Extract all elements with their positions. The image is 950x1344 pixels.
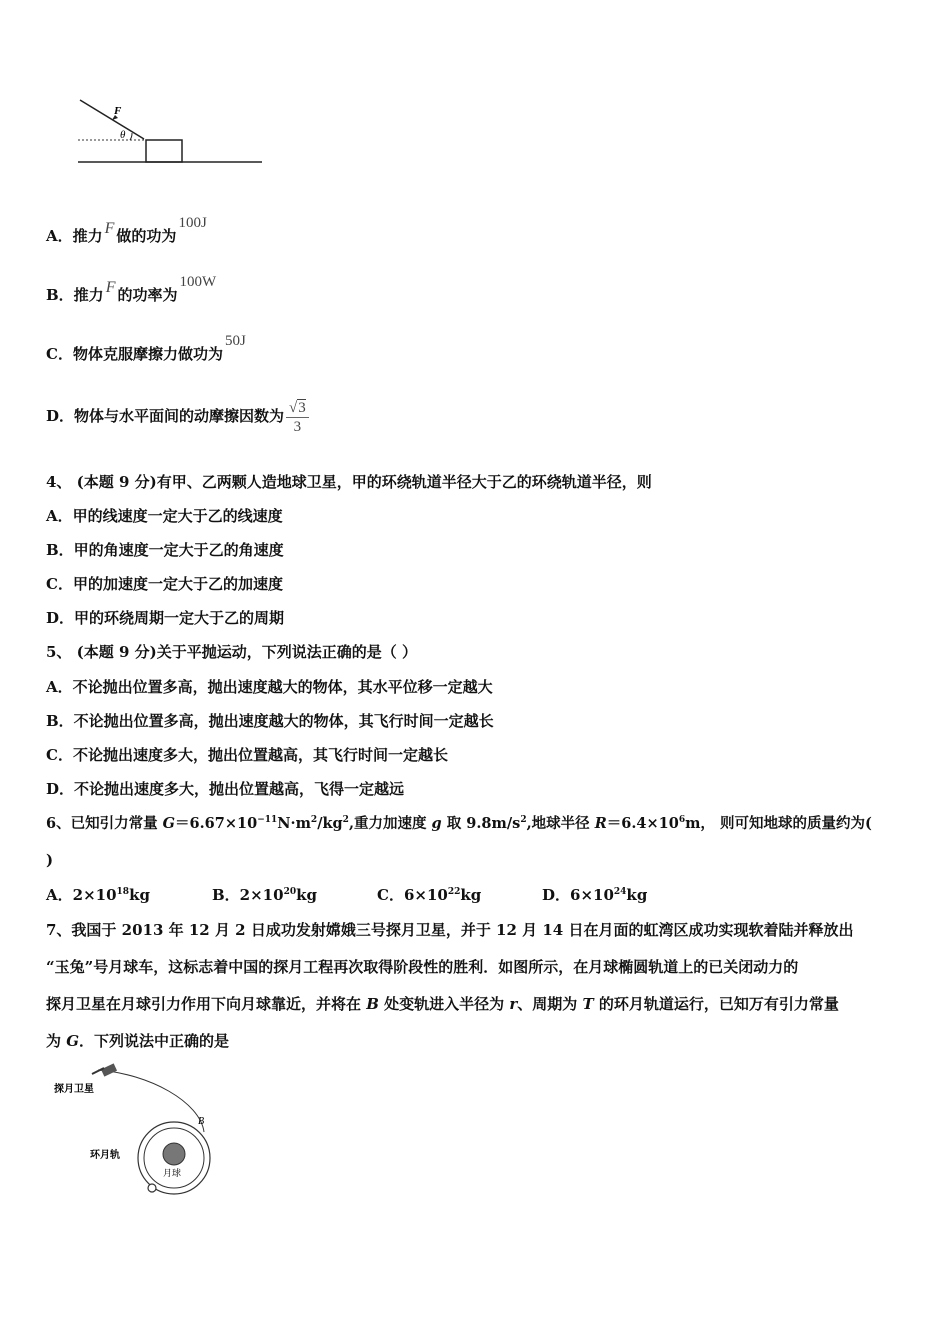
q6-a-pre: A．2×10 — [46, 886, 117, 904]
q6-acc-var: g — [431, 815, 442, 832]
q6-sq1: 2 — [310, 815, 318, 826]
option-d-fraction — [286, 399, 309, 436]
q7-l3f: T — [582, 995, 594, 1013]
q6-sq3: 2 — [520, 815, 527, 826]
q6-s6: 取 9.8m/s — [441, 815, 521, 832]
force-label: F — [114, 105, 122, 117]
q6-g-var: G — [162, 815, 176, 832]
q7-l4c: ．下列说法中正确的是 — [79, 1032, 230, 1050]
q6-s9: m， 则可知地球的质量约为( — [685, 815, 872, 832]
option-a-var: F — [104, 220, 115, 237]
q6-d-unit: kg — [626, 886, 648, 904]
radicand: 3 — [298, 399, 306, 416]
q7-l3e: 、周期为 — [517, 995, 583, 1013]
q5-option-d[interactable]: D．不论抛出速度多大，抛出位置越高，飞得一定越远 — [46, 780, 405, 798]
option-a-prefix: A．推力 — [46, 227, 103, 245]
q6-b-unit: kg — [296, 886, 317, 904]
q5-option-b[interactable]: B．不论抛出位置多高，抛出速度越大的物体，其飞行时间一定越长 — [46, 712, 494, 730]
q6-c-pre: C．6×10 — [377, 886, 448, 904]
option-b-prefix: B．推力 — [46, 286, 104, 304]
q4-option-c[interactable]: C．甲的加速度一定大于乙的加速度 — [46, 575, 283, 593]
elliptical-orbit — [98, 1070, 204, 1132]
option-b-value: 100W — [179, 274, 217, 290]
q6-d-exp: 24 — [613, 887, 627, 897]
option-b-mid: 的功率为 — [117, 286, 178, 304]
q5-stem: 5、 (本题 9 分)关于平抛运动，下列说法正确的是（ ） — [46, 643, 417, 661]
option-a-mid: 做的功为 — [116, 227, 177, 245]
moon-orbit-figure — [50, 1062, 230, 1202]
q7-l3c: 处变轨进入半径为 — [378, 995, 510, 1013]
q6-s4: /kg — [317, 815, 343, 832]
orbit-label: 环月轨 — [90, 1150, 120, 1161]
denominator: 3 — [293, 418, 302, 435]
q6-d-pre: D．6×10 — [542, 886, 614, 904]
satellite-icon — [92, 1063, 117, 1076]
q6-c-unit: kg — [460, 886, 482, 904]
q6-g-exp: −11 — [257, 815, 278, 826]
q6-option-b[interactable] — [212, 885, 317, 905]
q6-s2: ＝6.67×10 — [175, 815, 258, 832]
moon-label: 月球 — [163, 1169, 182, 1179]
q7-l3b: B — [366, 995, 379, 1013]
satellite-label: 探月卫星 — [54, 1084, 94, 1095]
q4-option-b[interactable]: B．甲的角速度一定大于乙的角速度 — [46, 541, 284, 559]
q3-option-d[interactable] — [46, 396, 309, 436]
q6-a-unit: kg — [129, 886, 150, 904]
option-c-value: 50J — [224, 333, 246, 349]
q6-c-exp: 22 — [447, 887, 461, 897]
q7-l4b: G — [66, 1032, 80, 1050]
force-arrow — [80, 100, 144, 139]
satellite-on-orbit-icon — [148, 1184, 156, 1192]
q4-option-a[interactable]: A．甲的线速度一定大于乙的线速度 — [46, 507, 283, 525]
q6-s3: N·m — [277, 815, 311, 832]
sqrt-sign: √ — [289, 399, 298, 416]
q5-option-a[interactable]: A．不论抛出位置多高，抛出速度越大的物体，其水平位移一定越大 — [46, 678, 493, 696]
q4-option-d[interactable]: D．甲的环绕周期一定大于乙的周期 — [46, 609, 285, 627]
option-b-var: F — [105, 279, 116, 296]
q6-r-var: R — [594, 815, 607, 832]
q3-option-c[interactable] — [46, 333, 246, 365]
q6-b-exp: 20 — [283, 887, 297, 897]
q6-s1: 6、已知引力常量 — [46, 815, 163, 832]
q6-option-d[interactable] — [542, 885, 647, 905]
q6-option-a[interactable] — [46, 885, 150, 905]
q7-line1: 7、我国于 2013 年 12 月 2 日成功发射嫦娥三号探月卫星，并于 12 月 14 日在月面的虹湾区成功实现软着陆并释放出 — [46, 921, 854, 939]
q6-b-pre: B．2×10 — [212, 886, 284, 904]
q7-l3a: 探月卫星在月球引力作用下向月球靠近，并将在 — [46, 995, 367, 1013]
block — [146, 140, 182, 162]
q3-option-b[interactable] — [46, 274, 217, 306]
q7-line4 — [46, 1031, 229, 1051]
q6-s8: ＝6.4×10 — [606, 815, 679, 832]
q7-l3g: 的环月轨道运行，已知万有引力常量 — [593, 995, 839, 1013]
q6-close: ) — [46, 851, 54, 869]
q6-r-exp: 6 — [678, 815, 686, 826]
q6-s7: ,地球半径 — [526, 815, 595, 832]
q6-a-exp: 18 — [116, 887, 130, 897]
q4-stem: 4、 (本题 9 分)有甲、乙两颗人造地球卫星，甲的环绕轨道半径大于乙的环绕轨道半径，则 — [46, 473, 652, 491]
q3-option-a[interactable] — [46, 215, 207, 247]
point-b-label: B — [198, 1116, 205, 1127]
q7-l4a: 为 — [46, 1032, 67, 1050]
q6-stem — [46, 814, 872, 834]
q6-s5: ,重力加速度 — [348, 815, 432, 832]
q6-option-c[interactable] — [377, 885, 481, 905]
option-a-value: 100J — [178, 215, 207, 231]
angle-arc — [130, 133, 132, 140]
q7-line2: “玉兔”号月球车，这标志着中国的探月工程再次取得阶段性的胜利．如图所示，在月球椭圆轨道上的已关闭动力的 — [46, 958, 799, 976]
force-block-figure — [74, 96, 270, 168]
q5-option-c[interactable]: C．不论抛出速度多大，抛出位置越高，其飞行时间一定越长 — [46, 746, 448, 764]
option-d-prefix: D．物体与水平面间的动摩擦因数为 — [46, 407, 285, 425]
q7-line3 — [46, 994, 839, 1014]
q7-l3d: r — [509, 995, 518, 1013]
option-c-prefix: C．物体克服摩擦力做功为 — [46, 345, 223, 363]
q6-sq2: 2 — [342, 815, 349, 826]
moon-icon — [163, 1143, 185, 1165]
angle-label: θ — [120, 129, 126, 141]
